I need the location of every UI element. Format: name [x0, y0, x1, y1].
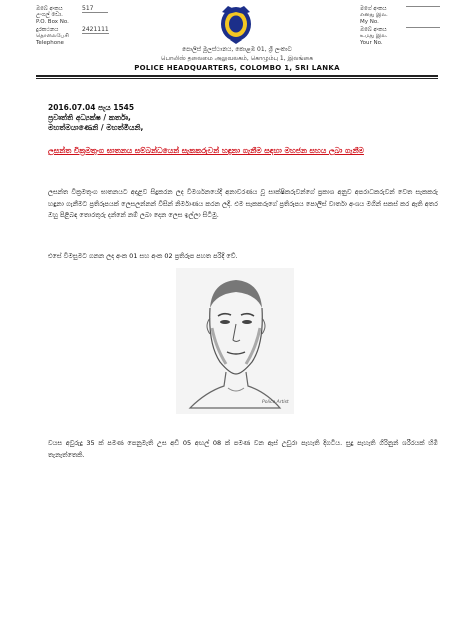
subject-line: ලසන්ත වික්‍රමතුංග ඝාතනය සම්බන්ධයෙන් සැකකරුවන් හඳුනා ගැනීම සඳහා මහජන සහය ලබා ගැනීම [48, 146, 364, 155]
date-time: 2016.07.04 පැය 1545 [48, 103, 135, 112]
your-no-label: ඔබේ අංකය உமது இல. Your No. [360, 27, 388, 46]
po-box-value: 517 [82, 6, 108, 13]
sketch-caption: Police Artist [262, 400, 289, 405]
po-box-label: ඔබේ අංකය උංගල් ඩො. P.O. Box No. [36, 6, 69, 25]
paragraph-2: එසේ විමසුමට ගනන ලද අංක 01 සහ අංක 02 ප්‍රතිරූප පහත පරිදි වේ. [48, 252, 238, 260]
suspect-sketch-image [176, 268, 294, 414]
my-no-label: මගේ අංකය எனது இல. My No. [360, 6, 388, 25]
your-no-row [360, 27, 440, 46]
telephone-value: 2421111 [82, 26, 109, 33]
your-no-value [406, 27, 440, 28]
letterhead-left-fields [36, 5, 116, 46]
telephone-label: දුරකථනය தொலைபேசி Telephone [36, 27, 69, 46]
salutation: මහත්මයාණෙනි / මහත්මියනි, [48, 123, 144, 132]
my-no-row [360, 6, 440, 25]
letterhead-sinhala-address: පොලිස් මූලස්ථානය, කොළඹ 01, ශ්‍රී ලංකාව [182, 46, 292, 53]
letterhead-tamil-address: பொலிஸ் தலைமை அலுவலகம், கொழும்பு 1, இலங்கை [160, 55, 314, 62]
letterhead-right-fields [360, 6, 440, 46]
paragraph-1: ලසන්ත වික්‍රමතුංග ඝාතනයට අදාළව සිදුකරන ලද විමර්ශනයේදී අනාවරණය වූ සාක්ෂිකරුවන්ගේ ප්‍රකාශ අනුව අපරාධකරුවන් වෙත සැකකරු හඳුනා ගැනීමට ප්‍රතිරූපයක් ලෙසලන්නන් විසින් නිර්මාණය කරන ලදී. එම සැකකරුගේ ප්‍රතිරූපය පොලිස් වාර්තා අංශය මගින් සකස් කර ඇති අතර ඔහු පිළිබඳ තොරතුරු දන්නේ නම් ලබා දෙන ලෙස ඉල්ලා සිටිමු. [48, 188, 438, 219]
recipient: ප්‍රවෘත්ති අධ්‍යක්ෂ / කර්තෘ, [48, 113, 131, 122]
paragraph-3-description: වයස අවුරුදු 35 ක් පමණ පෙනුමැති උස අඩි 05 අඟල් 08 ක් පමණ වන ඇස් උඩුරා පැහැති දිගටිය. සුදු පැහැති ගිරිනුන් ශරීරයක් හිමි තැනැත්තෙකි. [48, 439, 438, 459]
police-emblem-icon [214, 4, 258, 44]
telephone-row [36, 26, 116, 46]
letterhead-rule [36, 75, 438, 77]
letter-meta [48, 103, 143, 133]
letterhead-english-address: POLICE HEADQUARTERS, COLOMBO 1, SRI LANKA [134, 64, 340, 72]
my-no-value [406, 6, 440, 7]
letterhead-rule-thin [36, 78, 438, 79]
po-box-row [36, 5, 116, 25]
